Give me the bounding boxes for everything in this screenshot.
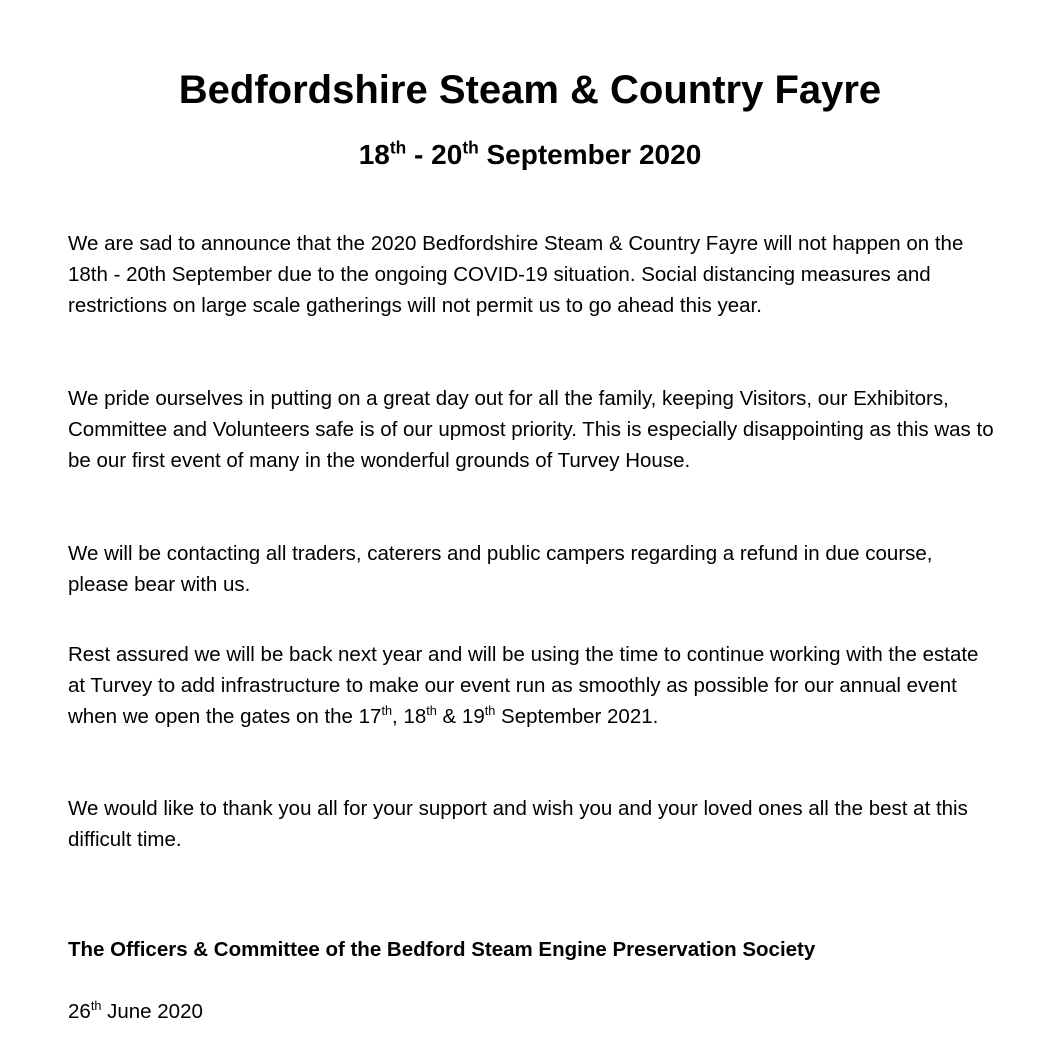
paragraph-next-year (68, 639, 998, 732)
subtitle-sup-end: th (462, 137, 479, 158)
signature-line: The Officers & Committee of the Bedford Steam Engine Preservation Society (68, 938, 816, 961)
next-year-sup-c: th (484, 703, 496, 719)
subtitle-day-start: 18 (358, 139, 390, 170)
next-year-text-a: Rest assured we will be back next year and will be using the time to continue working with the estate at Turvey to add infrastructure to make our event run as smoothly as possible for our annual event when we open the gates on the 17 (68, 643, 979, 728)
document-title: Bedfordshire Steam & Country Fayre (178, 68, 882, 112)
paragraph-priority: We pride ourselves in putting on a great day out for all the family, keeping Visitors, our Exhibitors, Committee and Volunteers safe is of our upmost priority. This is especially disappointing as this was to be our first event of many in the wonderful grounds of Turvey House. (68, 387, 994, 472)
subtitle-sup-start: th (389, 137, 407, 158)
next-year-text-d: September 2021. (495, 705, 659, 728)
document-date (68, 996, 203, 1027)
subtitle-day-end: 20 (431, 139, 463, 170)
paragraph-refund: We will be contacting all traders, caterers and public campers regarding a refund in due course, please bear with us. (68, 542, 933, 596)
paragraph-cancellation: We are sad to announce that the 2020 Bedfordshire Steam & Country Fayre will not happen on the 18th - 20th September due to the ongoing COVID-19 situation. Social distancing measures and restrictions on large scale gatherings will not permit us to go ahead this year. (68, 232, 964, 317)
date-rest: June 2020 (101, 1000, 203, 1023)
next-year-text-c: & 19 (436, 705, 485, 728)
subtitle-separator: - (406, 139, 432, 170)
next-year-text-b: , 18 (392, 705, 427, 728)
subtitle-rest: September 2020 (478, 139, 702, 170)
next-year-sup-a: th (381, 703, 393, 719)
next-year-sup-b: th (426, 703, 437, 719)
date-sup: th (90, 998, 102, 1014)
event-dates-subtitle (0, 134, 1060, 176)
date-day: 26 (68, 1000, 91, 1023)
paragraph-thanks: We would like to thank you all for your support and wish you and your loved ones all the best at this difficult time. (68, 797, 968, 851)
